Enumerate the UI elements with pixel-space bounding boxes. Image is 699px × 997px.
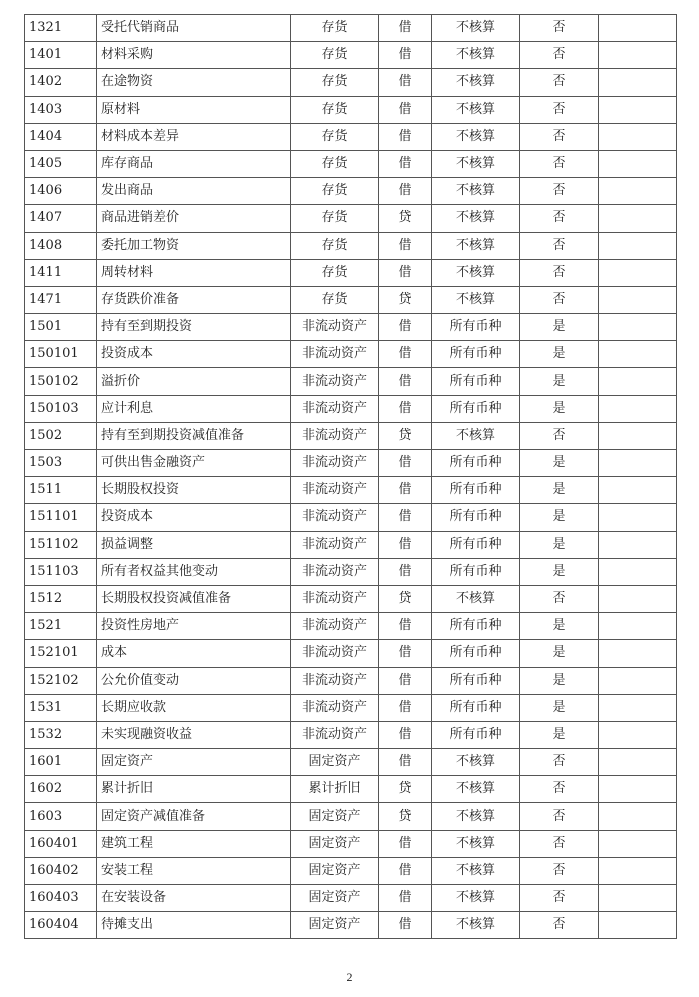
account-code: 150101 [25,341,97,368]
balance-direction: 借 [379,150,432,177]
balance-direction: 借 [379,667,432,694]
currency-accounting: 不核算 [432,42,520,69]
balance-direction: 借 [379,477,432,504]
account-name: 溢折价 [97,368,291,395]
balance-direction: 借 [379,341,432,368]
foreign-currency-flag: 否 [520,857,599,884]
foreign-currency-flag: 是 [520,667,599,694]
currency-accounting: 不核算 [432,69,520,96]
foreign-currency-flag: 是 [520,368,599,395]
empty-cell [599,504,677,531]
balance-direction: 借 [379,232,432,259]
account-name: 成本 [97,640,291,667]
account-code: 1603 [25,803,97,830]
account-name: 发出商品 [97,178,291,205]
currency-accounting: 所有币种 [432,613,520,640]
account-code: 151101 [25,504,97,531]
account-category: 累计折旧 [291,776,379,803]
account-name: 累计折旧 [97,776,291,803]
empty-cell [599,259,677,286]
table-row [25,422,677,449]
empty-cell [599,178,677,205]
table-row [25,368,677,395]
foreign-currency-flag: 否 [520,205,599,232]
table-row [25,667,677,694]
table-row [25,259,677,286]
account-name: 受托代销商品 [97,15,291,42]
empty-cell [599,395,677,422]
account-name: 待摊支出 [97,912,291,939]
page-number: 2 [346,970,353,984]
balance-direction: 借 [379,395,432,422]
currency-accounting: 所有币种 [432,640,520,667]
account-name: 建筑工程 [97,830,291,857]
foreign-currency-flag: 是 [520,531,599,558]
currency-accounting: 不核算 [432,123,520,150]
currency-accounting: 不核算 [432,857,520,884]
empty-cell [599,667,677,694]
currency-accounting: 不核算 [432,150,520,177]
table-body [25,15,677,939]
account-code: 1531 [25,694,97,721]
foreign-currency-flag: 否 [520,15,599,42]
table-row [25,749,677,776]
foreign-currency-flag: 是 [520,314,599,341]
table-row [25,178,677,205]
foreign-currency-flag: 否 [520,286,599,313]
balance-direction: 借 [379,694,432,721]
currency-accounting: 不核算 [432,585,520,612]
currency-accounting: 不核算 [432,803,520,830]
account-category: 存货 [291,15,379,42]
foreign-currency-flag: 是 [520,477,599,504]
table-row [25,912,677,939]
currency-accounting: 不核算 [432,776,520,803]
currency-accounting: 不核算 [432,749,520,776]
balance-direction: 贷 [379,803,432,830]
balance-direction: 借 [379,640,432,667]
balance-direction: 借 [379,830,432,857]
balance-direction: 借 [379,531,432,558]
account-name: 投资成本 [97,341,291,368]
account-category: 存货 [291,286,379,313]
account-name: 委托加工物资 [97,232,291,259]
foreign-currency-flag: 是 [520,341,599,368]
account-code: 152102 [25,667,97,694]
account-category: 存货 [291,178,379,205]
account-category: 存货 [291,205,379,232]
foreign-currency-flag: 是 [520,640,599,667]
empty-cell [599,450,677,477]
empty-cell [599,15,677,42]
balance-direction: 贷 [379,585,432,612]
account-code: 1407 [25,205,97,232]
account-category: 非流动资产 [291,531,379,558]
account-code: 1403 [25,96,97,123]
table-row [25,640,677,667]
account-category: 存货 [291,232,379,259]
currency-accounting: 不核算 [432,259,520,286]
foreign-currency-flag: 否 [520,585,599,612]
account-category: 非流动资产 [291,422,379,449]
empty-cell [599,803,677,830]
empty-cell [599,341,677,368]
account-name: 原材料 [97,96,291,123]
table-row [25,123,677,150]
foreign-currency-flag: 否 [520,749,599,776]
table-row [25,803,677,830]
empty-cell [599,232,677,259]
account-category: 固定资产 [291,749,379,776]
balance-direction: 借 [379,558,432,585]
table-row [25,341,677,368]
account-name: 在安装设备 [97,885,291,912]
empty-cell [599,205,677,232]
account-name: 商品进销差价 [97,205,291,232]
account-code: 1405 [25,150,97,177]
empty-cell [599,830,677,857]
foreign-currency-flag: 否 [520,259,599,286]
account-code: 1501 [25,314,97,341]
empty-cell [599,558,677,585]
foreign-currency-flag: 否 [520,422,599,449]
balance-direction: 借 [379,450,432,477]
account-category: 固定资产 [291,857,379,884]
account-name: 长期股权投资 [97,477,291,504]
account-code: 160402 [25,857,97,884]
account-category: 固定资产 [291,912,379,939]
empty-cell [599,585,677,612]
currency-accounting: 不核算 [432,830,520,857]
foreign-currency-flag: 是 [520,558,599,585]
balance-direction: 借 [379,912,432,939]
table-row [25,232,677,259]
account-category: 存货 [291,96,379,123]
account-code: 1402 [25,69,97,96]
account-name: 材料采购 [97,42,291,69]
balance-direction: 借 [379,69,432,96]
currency-accounting: 所有币种 [432,341,520,368]
account-category: 非流动资产 [291,477,379,504]
account-name: 持有至到期投资减值准备 [97,422,291,449]
empty-cell [599,721,677,748]
account-code: 1532 [25,721,97,748]
currency-accounting: 所有币种 [432,721,520,748]
account-code: 1471 [25,286,97,313]
empty-cell [599,286,677,313]
account-name: 存货跌价准备 [97,286,291,313]
account-name: 损益调整 [97,531,291,558]
foreign-currency-flag: 是 [520,721,599,748]
currency-accounting: 不核算 [432,205,520,232]
account-name: 周转材料 [97,259,291,286]
currency-accounting: 所有币种 [432,667,520,694]
empty-cell [599,123,677,150]
account-code: 150103 [25,395,97,422]
empty-cell [599,531,677,558]
foreign-currency-flag: 是 [520,395,599,422]
account-name: 在途物资 [97,69,291,96]
account-code: 151103 [25,558,97,585]
balance-direction: 贷 [379,205,432,232]
account-category: 固定资产 [291,830,379,857]
foreign-currency-flag: 否 [520,150,599,177]
foreign-currency-flag: 是 [520,694,599,721]
account-name: 公允价值变动 [97,667,291,694]
table-row [25,395,677,422]
currency-accounting: 不核算 [432,96,520,123]
table-row [25,96,677,123]
table-row [25,42,677,69]
account-category: 非流动资产 [291,450,379,477]
table-row [25,504,677,531]
account-category: 非流动资产 [291,613,379,640]
table-row [25,205,677,232]
balance-direction: 借 [379,96,432,123]
balance-direction: 借 [379,42,432,69]
table-row [25,150,677,177]
table-row [25,585,677,612]
account-code: 1404 [25,123,97,150]
empty-cell [599,42,677,69]
foreign-currency-flag: 否 [520,912,599,939]
account-code: 160404 [25,912,97,939]
account-code: 151102 [25,531,97,558]
account-category: 非流动资产 [291,585,379,612]
foreign-currency-flag: 否 [520,803,599,830]
account-code: 1502 [25,422,97,449]
balance-direction: 借 [379,368,432,395]
account-category: 固定资产 [291,803,379,830]
currency-accounting: 所有币种 [432,314,520,341]
account-name: 未实现融资收益 [97,721,291,748]
account-code: 1511 [25,477,97,504]
account-code: 1512 [25,585,97,612]
account-code: 1408 [25,232,97,259]
account-code: 1321 [25,15,97,42]
foreign-currency-flag: 否 [520,69,599,96]
foreign-currency-flag: 是 [520,504,599,531]
balance-direction: 借 [379,721,432,748]
account-name: 持有至到期投资 [97,314,291,341]
empty-cell [599,477,677,504]
currency-accounting: 不核算 [432,885,520,912]
account-category: 存货 [291,259,379,286]
foreign-currency-flag: 否 [520,42,599,69]
account-name: 材料成本差异 [97,123,291,150]
currency-accounting: 所有币种 [432,694,520,721]
account-category: 存货 [291,69,379,96]
balance-direction: 借 [379,613,432,640]
foreign-currency-flag: 否 [520,776,599,803]
account-name: 所有者权益其他变动 [97,558,291,585]
balance-direction: 借 [379,123,432,150]
account-name: 安装工程 [97,857,291,884]
table-row [25,286,677,313]
balance-direction: 贷 [379,422,432,449]
empty-cell [599,368,677,395]
account-code: 1602 [25,776,97,803]
account-name: 固定资产 [97,749,291,776]
account-category: 非流动资产 [291,314,379,341]
account-category: 固定资产 [291,885,379,912]
currency-accounting: 所有币种 [432,450,520,477]
foreign-currency-flag: 否 [520,178,599,205]
account-code: 150102 [25,368,97,395]
table-row [25,885,677,912]
account-category: 非流动资产 [291,504,379,531]
account-category: 非流动资产 [291,640,379,667]
account-name: 长期应收款 [97,694,291,721]
account-code: 1411 [25,259,97,286]
empty-cell [599,314,677,341]
empty-cell [599,912,677,939]
currency-accounting: 所有币种 [432,558,520,585]
balance-direction: 借 [379,857,432,884]
account-category: 非流动资产 [291,694,379,721]
table-row [25,857,677,884]
empty-cell [599,69,677,96]
currency-accounting: 不核算 [432,422,520,449]
foreign-currency-flag: 否 [520,123,599,150]
empty-cell [599,422,677,449]
account-category: 非流动资产 [291,667,379,694]
foreign-currency-flag: 是 [520,450,599,477]
currency-accounting: 所有币种 [432,531,520,558]
empty-cell [599,694,677,721]
balance-direction: 借 [379,314,432,341]
account-name: 库存商品 [97,150,291,177]
table-row [25,531,677,558]
currency-accounting: 所有币种 [432,368,520,395]
account-name: 投资成本 [97,504,291,531]
account-code: 152101 [25,640,97,667]
foreign-currency-flag: 否 [520,96,599,123]
empty-cell [599,613,677,640]
account-name: 可供出售金融资产 [97,450,291,477]
account-code: 1521 [25,613,97,640]
currency-accounting: 所有币种 [432,477,520,504]
currency-accounting: 不核算 [432,15,520,42]
foreign-currency-flag: 否 [520,232,599,259]
balance-direction: 贷 [379,286,432,313]
account-code: 160401 [25,830,97,857]
empty-cell [599,749,677,776]
account-category: 存货 [291,150,379,177]
currency-accounting: 不核算 [432,912,520,939]
account-category: 存货 [291,42,379,69]
account-category: 非流动资产 [291,368,379,395]
empty-cell [599,857,677,884]
balance-direction: 借 [379,504,432,531]
table-row [25,613,677,640]
empty-cell [599,150,677,177]
balance-direction: 借 [379,885,432,912]
empty-cell [599,776,677,803]
empty-cell [599,885,677,912]
table-row [25,15,677,42]
account-name: 固定资产减值准备 [97,803,291,830]
table-row [25,721,677,748]
balance-direction: 贷 [379,776,432,803]
account-category: 存货 [291,123,379,150]
foreign-currency-flag: 是 [520,613,599,640]
table-row [25,558,677,585]
account-code: 1401 [25,42,97,69]
table-row [25,477,677,504]
account-category: 非流动资产 [291,395,379,422]
foreign-currency-flag: 否 [520,830,599,857]
table-row [25,314,677,341]
account-category: 非流动资产 [291,721,379,748]
foreign-currency-flag: 否 [520,885,599,912]
currency-accounting: 所有币种 [432,395,520,422]
balance-direction: 借 [379,178,432,205]
account-category: 非流动资产 [291,558,379,585]
accounts-table [24,14,677,939]
account-code: 1601 [25,749,97,776]
balance-direction: 借 [379,259,432,286]
currency-accounting: 不核算 [432,178,520,205]
account-code: 160403 [25,885,97,912]
table-row [25,776,677,803]
account-name: 投资性房地产 [97,613,291,640]
currency-accounting: 不核算 [432,232,520,259]
account-name: 长期股权投资减值准备 [97,585,291,612]
balance-direction: 借 [379,15,432,42]
table-row [25,694,677,721]
account-category: 非流动资产 [291,341,379,368]
balance-direction: 借 [379,749,432,776]
currency-accounting: 所有币种 [432,504,520,531]
empty-cell [599,640,677,667]
account-code: 1406 [25,178,97,205]
account-code: 1503 [25,450,97,477]
account-name: 应计利息 [97,395,291,422]
table-row [25,830,677,857]
currency-accounting: 不核算 [432,286,520,313]
table-row [25,450,677,477]
table-row [25,69,677,96]
empty-cell [599,96,677,123]
